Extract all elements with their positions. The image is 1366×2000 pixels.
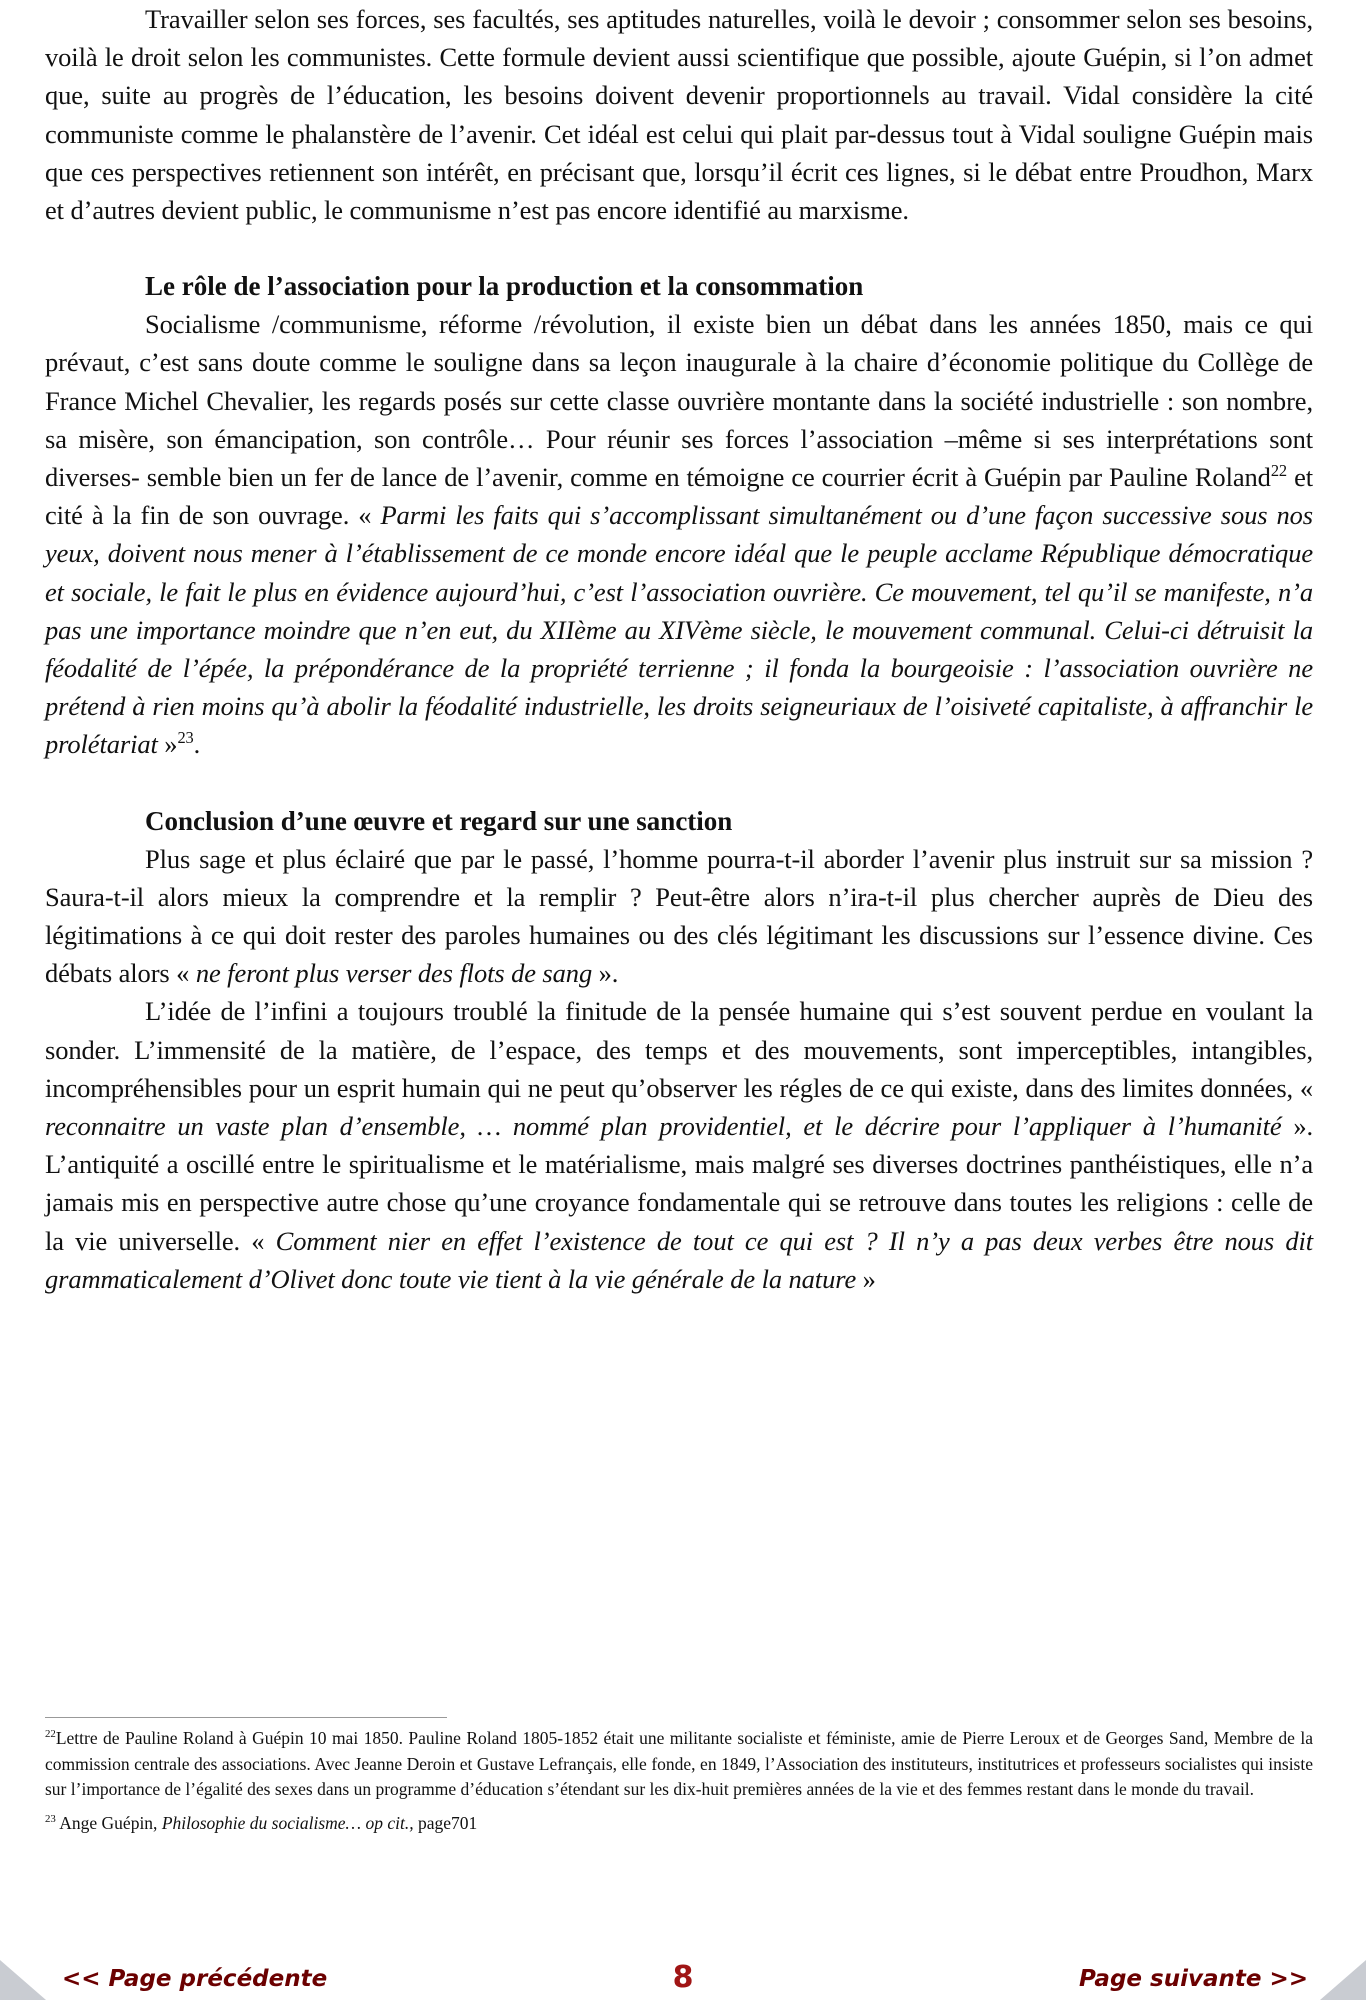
body-text: »: [856, 1263, 876, 1294]
body-text: ». L’antiquité a oscillé entre le spiritualisme et le matérialisme, mais malgré ses diverses doctrines panthéistiques, elle n’a jamais mis en perspective autre chose qu’une croyance fondamentale qui se retrouve dans toutes les religions : celle de la vie universelle. «: [45, 1111, 1313, 1256]
quotation-text: reconnaitre un vaste plan d’ensemble, … nommé plan providentiel, et le décrire pour l’appliquer à l’humanité: [45, 1111, 1282, 1142]
body-text: Travailler selon ses forces, ses facultés, ses aptitudes naturelles, voilà le devoir ; consommer selon ses besoins, voilà le droit selon les communistes. Cette formule devient aussi scientifique que possible, ajoute Guépin, si l’on admet que, suite au progrès de l’éducation, les besoins doivent devenir proportionnels au travail. Vidal considère la cité communiste comme le phalanstère de l’avenir. Cet idéal est celui qui plait par-dessus tout à Vidal souligne Guépin mais que ces perspectives retiennent son intérêt, en précisant que, lorsqu’il écrit ces lignes, si le débat entre Proudhon, Marx et d’autres devient public, le communisme n’est pas encore identifié au marxisme.: [45, 4, 1313, 226]
section-heading: Conclusion d’une œuvre et regard sur une sanction: [145, 805, 733, 836]
footnote-ref: 22: [1270, 461, 1288, 481]
quotation-text: Comment nier en effet l’existence de tout ce qui est ? Il n’y a pas deux verbes être nous dit grammaticalement d’Olivet donc toute vie tient à la vie générale de la nature: [45, 1225, 1314, 1294]
paragraph: [45, 0, 1313, 229]
footnote: [45, 1811, 1313, 1837]
footnotes: [45, 1726, 1313, 1836]
paragraph: [45, 840, 1313, 993]
previous-page-link[interactable]: << Page précédente: [62, 1966, 328, 1992]
page-curl-right-icon[interactable]: [1320, 1960, 1366, 2000]
body-text: page701: [413, 1812, 478, 1833]
body-text: Socialisme /communisme, réforme /révolution, il existe bien un débat dans les années 1850, mais ce qui prévaut, c’est sans doute comme le souligne dans sa leçon inaugurale à la chaire d’économie politique du Collège de France Michel Chevalier, les regards posés sur cette classe ouvrière montante dans la société industrielle : son nombre, sa misère, son émancipation, son contrôle… Pour réunir ses forces l’association –même si ses interprétations sont diverses- semble bien un fer de lance de l’avenir, comme en témoigne ce courrier écrit à Guépin par Pauline Roland: [45, 309, 1313, 493]
page-navigation: [0, 1960, 1366, 2000]
body-text: ».: [592, 958, 619, 989]
body-text: .: [193, 729, 201, 760]
body-text: Ange Guépin,: [55, 1812, 162, 1833]
quotation-text: Philosophie du socialisme… op cit.,: [161, 1812, 414, 1833]
quotation-text: Parmi les faits qui s’accomplissant simultanément ou d’une façon successive sous nos yeux, doivent nous mener à l’établissement de ce monde encore idéal que le peuple acclame République démocratique et sociale, le fait le plus en évidence aujourd’hui, c’est l’association ouvrière. Ce mouvement, tel qu’il se manifeste, n’a pas une importance moindre que n’en eut, du XIIème au XIVème siècle, le mouvement communal. Celui-ci détruisit la féodalité de l’épée, la prépondérance de la propriété terrienne ; il fonda la bourgeoisie : l’association ouvrière ne prétend à rien moins qu’à abolir la féodalité industrielle, les droits seigneuriaux de l’oisiveté capitaliste, à affranchir le prolétariat: [45, 500, 1313, 760]
paragraph: [45, 305, 1313, 763]
footnote-ref: 23: [177, 728, 194, 748]
quotation-text: ne feront plus verser des flots de sang: [195, 958, 593, 989]
document-page: [45, 0, 1313, 1298]
footnote-ref: 23: [45, 1812, 56, 1825]
body-text: Plus sage et plus éclairé que par le passé, l’homme pourra-t-il aborder l’avenir plus instruit sur sa mission ? Saura-t-il alors mieux la comprendre et la remplir ? Peut-être alors n’ira-t-il plus chercher auprès de Dieu des légitimations à ce qui doit rester des paroles humaines ou des clés légitimant les discussions sur l’essence divine. Ces débats alors «: [45, 843, 1313, 989]
body-text: et cité à la fin de son ouvrage. «: [45, 462, 1313, 531]
body-text: L’idée de l’infini a toujours troublé la finitude de la pensée humaine qui s’est souvent perdue en voulant la sonder. L’immensité de la matière, de l’espace, des temps et des mouvements, sont imperceptibles, intangibles, incompréhensibles pour un esprit humain qui ne peut qu’observer les régles de ce qui existe, dans des limites données, «: [45, 996, 1313, 1103]
next-page-link[interactable]: Page suivante >>: [1079, 1966, 1308, 1992]
section-heading: Le rôle de l’association pour la production et la consommation: [145, 271, 864, 302]
body-text: »: [164, 729, 178, 760]
paragraph: [45, 992, 1313, 1298]
page-number: 8: [672, 1960, 694, 1995]
footnote-ref: 22: [45, 1728, 56, 1741]
body-text: Lettre de Pauline Roland à Guépin 10 mai 1850. Pauline Roland 1805-1852 était une militante socialiste et féministe, amie de Pierre Leroux et de Georges Sand, Membre de la commission centrale des associations. Avec Jeanne Deroin et Gustave Lefrançais, elle fonde, en 1849, l’Association des instituteurs, institutrices et professeurs socialistes qui insiste sur l’importance de l’égalité des sexes dans un programme d’éducation s’étendant sur les dix-huit premières années de la vie et des femmes restant dans le monde du travail.: [45, 1728, 1313, 1799]
footnote-separator: [45, 1717, 447, 1718]
footnote: [45, 1726, 1313, 1803]
